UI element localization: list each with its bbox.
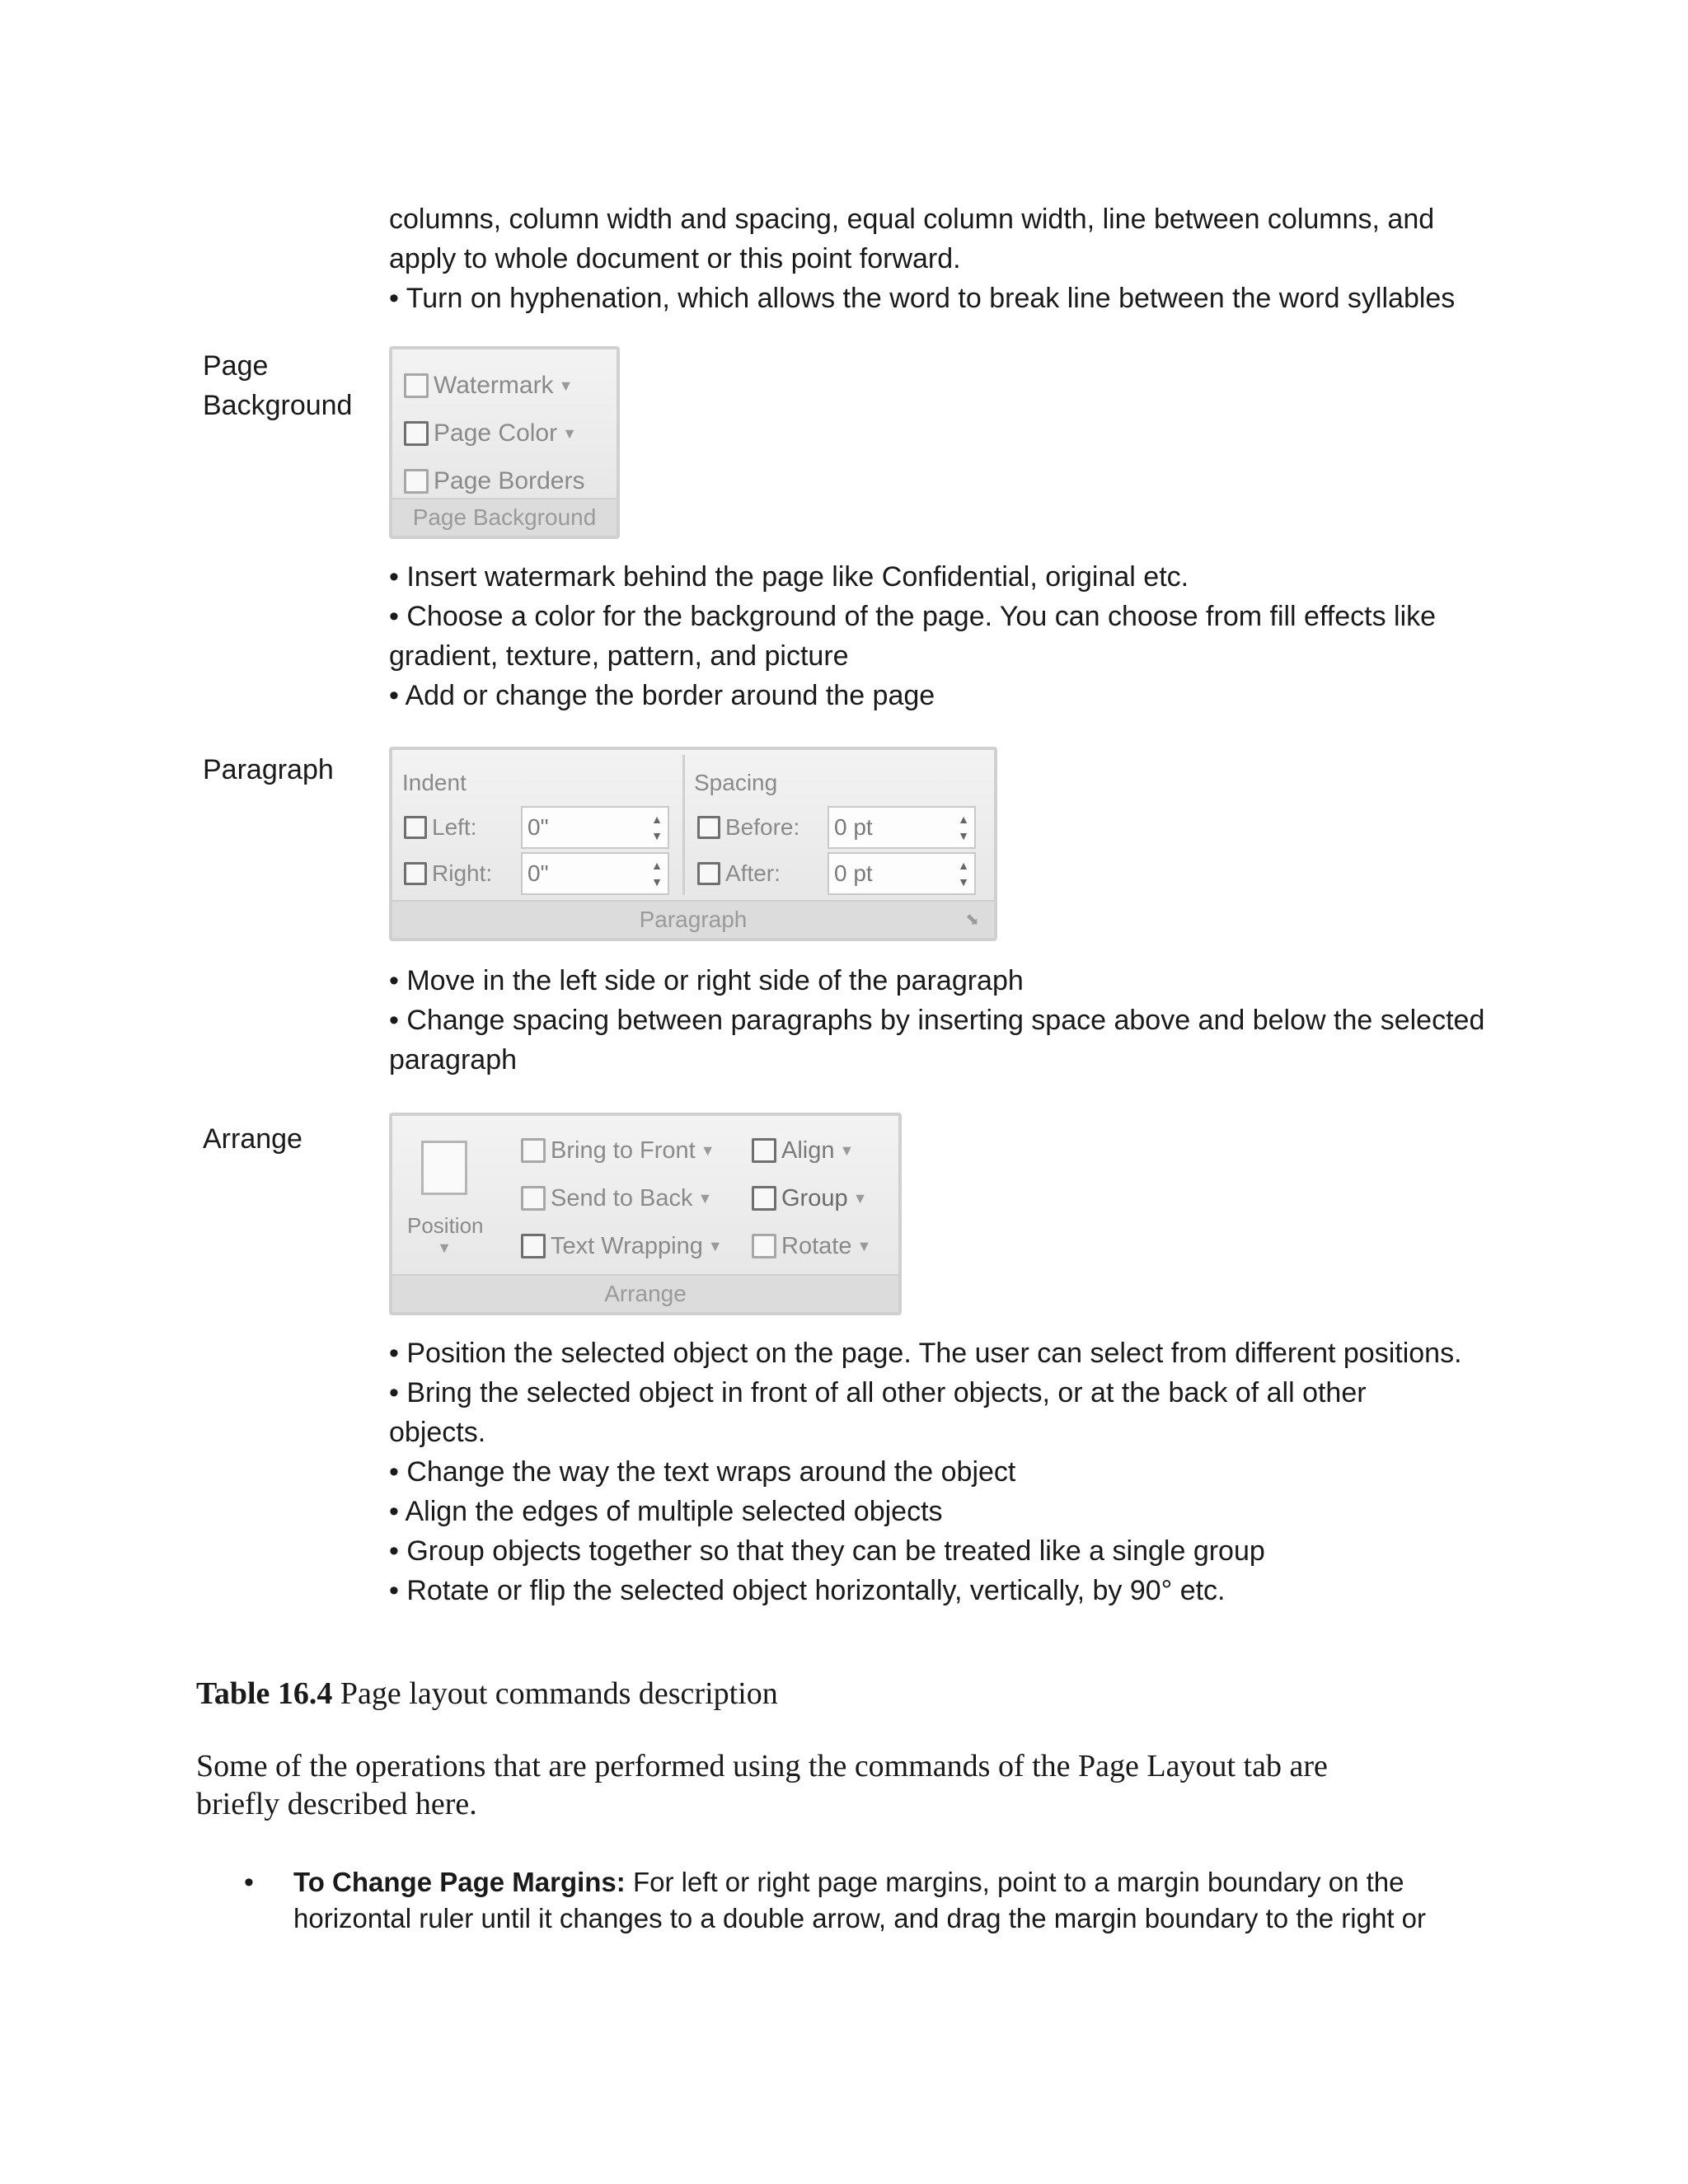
table-caption — [196, 1673, 778, 1714]
group-button[interactable] — [752, 1182, 867, 1215]
list-item-margins — [293, 1864, 1426, 1937]
page-background-bullet-3: • Add or change the border around the page — [389, 680, 935, 711]
paragraph-bullet-2: • Change spacing between paragraphs by inserting space above and below the selected — [389, 1005, 1485, 1036]
dialog-launcher-icon[interactable]: ⬊ — [965, 911, 979, 929]
before-label-text: Before: — [725, 814, 800, 840]
page-background-bullet-1: • Insert watermark behind the page like Confidential, original etc. — [389, 561, 1189, 593]
bring-to-front-button[interactable] — [521, 1134, 715, 1167]
page-color-button[interactable] — [404, 417, 577, 450]
paragraph-bullet-1: • Move in the left side or right side of the paragraph — [389, 965, 1024, 996]
send-to-back-label: Send to Back — [551, 1185, 693, 1212]
watermark-label: Watermark — [434, 372, 554, 399]
chevron-down-icon: ▼ — [856, 1238, 872, 1254]
paragraph-group-label — [392, 900, 994, 938]
spacing-before-icon — [697, 816, 720, 839]
position-icon — [421, 1141, 467, 1195]
page-background-label-line2: Background — [203, 390, 353, 421]
table-caption-number: Table 16.4 — [196, 1676, 333, 1711]
indent-right-value: 0" — [528, 860, 549, 886]
arrange-group-label: Arrange — [392, 1274, 898, 1312]
spacing-after-input[interactable] — [828, 852, 976, 895]
intro-line-2: briefly described here. — [196, 1787, 477, 1821]
page-background-ribbon-group — [389, 346, 620, 539]
text-wrapping-button[interactable] — [521, 1230, 723, 1263]
group-icon — [752, 1186, 776, 1211]
after-label-text: After: — [725, 860, 781, 886]
bring-to-front-icon — [521, 1138, 546, 1163]
spacing-after-label — [697, 857, 781, 890]
page-background-group-label: Page Background — [392, 498, 617, 536]
chevron-down-icon: ▼ — [700, 1142, 715, 1159]
page-background-label — [203, 346, 352, 425]
chevron-down-icon: ▼ — [852, 1190, 868, 1207]
paragraph-ribbon-group — [389, 747, 997, 941]
left-label-text: Left: — [432, 814, 477, 840]
page-borders-label: Page Borders — [434, 467, 585, 494]
arrange-ribbon-group — [389, 1113, 902, 1315]
hyphenation-bullet: • Turn on hyphenation, which allows the word to break line between the word syllables — [389, 283, 1456, 314]
paragraph-bullet-2-cont: paragraph — [389, 1044, 518, 1076]
page-borders-button[interactable] — [404, 465, 584, 498]
chevron-down-icon: ▼ — [562, 425, 577, 442]
continuation-line-2: apply to whole document or this point forward. — [389, 243, 961, 274]
paragraph-label: Paragraph — [203, 754, 334, 785]
chevron-down-icon: ▼ — [707, 1238, 723, 1254]
chevron-down-icon: ▼ — [437, 1240, 452, 1256]
spinner-arrows-icon[interactable]: ▲ ▼ — [651, 813, 663, 842]
rotate-label: Rotate — [781, 1233, 852, 1259]
spacing-title: Spacing — [694, 770, 778, 795]
spacing-before-label — [697, 811, 799, 844]
indent-left-label — [404, 811, 476, 844]
indent-right-input[interactable] — [521, 852, 669, 895]
rotate-icon — [752, 1234, 776, 1258]
send-to-back-button[interactable] — [521, 1182, 712, 1215]
spinner-arrows-icon[interactable]: ▲ ▼ — [958, 859, 969, 888]
watermark-icon — [404, 373, 429, 398]
chevron-down-icon: ▼ — [558, 377, 574, 394]
position-label: Position — [407, 1213, 484, 1238]
arrange-bullet-1: • Position the selected object on the page. The user can select from different positions. — [389, 1338, 1462, 1369]
spacing-after-value: 0 pt — [834, 860, 873, 886]
arrange-bullet-5: • Group objects together so that they can be treated like a single group — [389, 1535, 1265, 1567]
arrange-bullet-3: • Change the way the text wraps around the object — [389, 1456, 1016, 1488]
group-label: Group — [781, 1185, 848, 1212]
chevron-down-icon: ▼ — [839, 1142, 855, 1159]
indent-title: Indent — [402, 770, 467, 795]
page-borders-icon — [404, 469, 429, 494]
list-item-line-2: horizontal ruler until it changes to a double arrow, and drag the margin boundary to the right or — [293, 1903, 1426, 1933]
align-icon — [752, 1138, 776, 1163]
indent-left-icon — [404, 816, 427, 839]
align-button[interactable] — [752, 1134, 854, 1167]
indent-right-icon — [404, 862, 427, 885]
page-background-bullet-2-cont: gradient, texture, pattern, and picture — [389, 640, 849, 672]
list-item-heading: To Change Page Margins: — [293, 1867, 626, 1897]
arrange-bullet-4: • Align the edges of multiple selected objects — [389, 1496, 943, 1527]
send-to-back-icon — [521, 1186, 546, 1211]
spacing-after-icon — [697, 862, 720, 885]
paint-bucket-icon — [404, 421, 429, 446]
arrange-bullet-2-cont: objects. — [389, 1417, 486, 1448]
arrange-bullet-6: • Rotate or flip the selected object horizontally, vertically, by 90° etc. — [389, 1575, 1226, 1606]
group-divider — [682, 755, 685, 895]
align-label: Align — [781, 1137, 835, 1164]
right-label-text: Right: — [432, 860, 493, 886]
text-wrapping-icon — [521, 1234, 546, 1258]
paragraph-group-label-text: Paragraph — [639, 907, 748, 932]
indent-left-value: 0" — [528, 814, 549, 840]
watermark-button[interactable] — [404, 369, 573, 402]
position-button[interactable] — [407, 1134, 484, 1274]
spinner-arrows-icon[interactable]: ▲ ▼ — [651, 859, 663, 888]
arrange-label: Arrange — [203, 1123, 302, 1155]
page-background-label-line1: Page — [203, 350, 269, 382]
list-bullet: • — [244, 1867, 254, 1898]
arrange-bullet-2: • Bring the selected object in front of all other objects, or at the back of all other — [389, 1377, 1367, 1408]
page-color-label: Page Color — [434, 419, 558, 447]
list-item-line-1: For left or right page margins, point to a margin boundary on the — [625, 1867, 1404, 1897]
page-background-bullet-2: • Choose a color for the background of the page. You can choose from fill effects like — [389, 601, 1437, 632]
text-wrapping-label: Text Wrapping — [551, 1233, 703, 1259]
rotate-button[interactable] — [752, 1230, 871, 1263]
intro-line-1: Some of the operations that are performed using the commands of the Page Layout tab are — [196, 1749, 1328, 1783]
spacing-before-input[interactable] — [828, 806, 976, 849]
spinner-arrows-icon[interactable]: ▲ ▼ — [958, 813, 969, 842]
bring-to-front-label: Bring to Front — [551, 1137, 696, 1164]
intro-paragraph — [196, 1747, 1328, 1823]
indent-right-label — [404, 857, 492, 890]
spacing-before-value: 0 pt — [834, 814, 873, 840]
continuation-line-1: columns, column width and spacing, equal column width, line between columns, and — [389, 204, 1435, 235]
indent-left-input[interactable] — [521, 806, 669, 849]
chevron-down-icon: ▼ — [697, 1190, 713, 1207]
table-caption-text: Page layout commands description — [332, 1676, 778, 1711]
